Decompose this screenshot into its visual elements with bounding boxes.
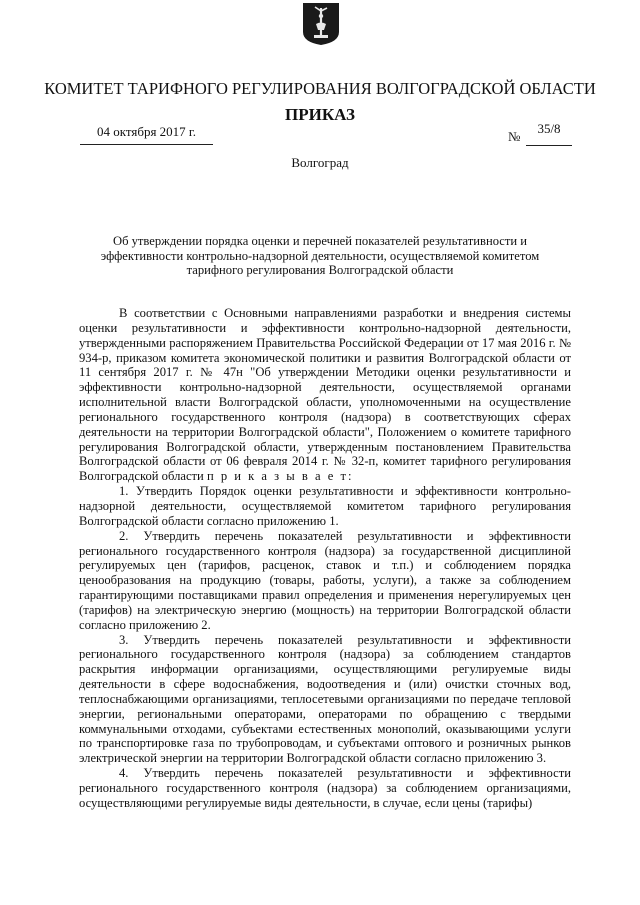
- document-date-field: [80, 124, 213, 145]
- item-3: 3. Утвердить перечень показателей результативности и эффективности регионального государственного контроля (надзора) за соблюдением стандартов раскрытия информации организациями, осуществляющими регулируемые виды деятельности в сфере водоснабжения, водоотведения и (или) очистки сточных вод, теплоснабжающими организациями, теплосетевыми организациями по передаче тепловой энергии, региональными операторами, операторами по обращению с твердыми коммунальными отходами, субъектами естественных монополий, оказывающими услуги по транспортировке газа по трубопроводам, и субъектами оптового и розничных рынков электрической энергии на территории Волгоградской области согласно приложению 3.: [79, 632, 571, 766]
- document-number: 35/8: [537, 121, 561, 136]
- item-2: 2. Утвердить перечень показателей результативности и эффективности регионального государственного контроля (надзора) за государственной дисциплиной регулируемых цен (тарифов, расценок, ставок и т.п.) и соблюдением порядка ценообразования на продукцию (товары, работы, услуги), а также за соблюдением гарантирующими поставщиками правил определения и применения нерегулируемых цен (тарифов) на электрическую энергию (мощность) на территории Волгоградской области согласно приложению 2.: [79, 528, 571, 632]
- item-1: 1. Утвердить Порядок оценки результативности и эффективности контрольно-надзорной деятельности, осуществляемой комитетом тарифного регулирования Волгоградской области согласно приложению 1.: [79, 484, 571, 528]
- preamble-paragraph: [79, 306, 571, 484]
- preamble-text: В соответствии с Основными направлениями разработки и внедрения системы оценки результативности и эффективности контрольно-надзорной деятельности, утвержденными распоряжением Правительства Российской Федерации от 17 мая 2016 г. № 934-р, приказом комитета экономической политики и развития Волгоградской области от 11 сентября 2017 г. № 47н "Об утверждении Методики оценки результативности и эффективности контрольно-надзорной деятельности, осуществляемой органами исполнительной власти Волгоградской области, уполномоченными на осуществление регионального государственного контроля (надзора) в соответствующих сферах деятельности на территории Волгоградской области", Положением о комитете тарифного регулирования Волгоградской области, утвержденным постановлением Правительства Волгоградской области от 06 февраля 2014 г. № 32-п, комитет тарифного регулирования Волгоградской области: [79, 306, 571, 484]
- volgograd-coat-of-arms-icon: [302, 2, 340, 46]
- document-body: [79, 306, 571, 811]
- document-type: ПРИКАЗ: [285, 105, 355, 124]
- item-4: 4. Утвердить перечень показателей результативности и эффективности регионального государственного контроля (надзора) за соблюдением организациями, осуществляющими регулируемые виды деятельности, в случае, если цены (тарифы): [79, 766, 571, 810]
- prikazyvaet-word: п р и к а з ы в а е т:: [206, 469, 354, 484]
- document-date: 04 октября 2017 г.: [96, 124, 197, 139]
- organization-name: КОМИТЕТ ТАРИФНОГО РЕГУЛИРОВАНИЯ ВОЛГОГРАДСКОЙ ОБЛАСТИ: [44, 79, 596, 98]
- city: Волгоград: [291, 155, 349, 170]
- number-sign: №: [508, 129, 521, 144]
- document-number-field: [526, 121, 572, 146]
- document-title: Об утверждении порядка оценки и перечней показателей результативности и эффективности контрольно-надзорной деятельности, осуществляемой комитетом тарифного регулирования Волгоградской области: [100, 234, 540, 278]
